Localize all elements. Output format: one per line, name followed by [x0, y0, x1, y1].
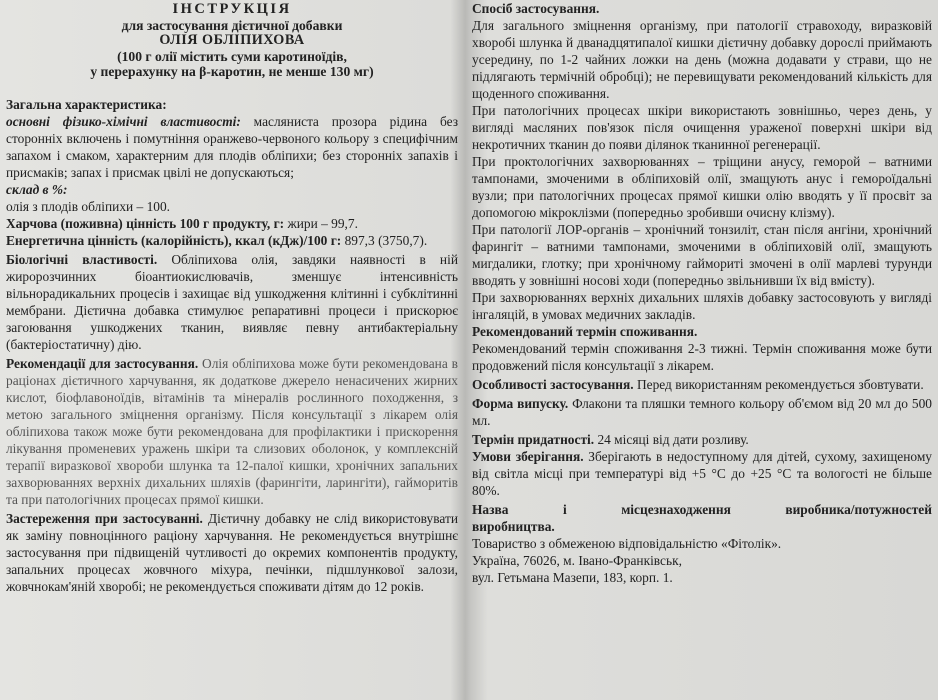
caution-text: Дієтичну добавку не слід використовувати як заміну повноцінного раціону харчування. Не рекомендується внутрішнє застосування при підвищеній чутливості до окремих компонентів продукту, запальних процесах жовчного міхура, печінки, підшлункової залози, жовчнокам'яній хворобі; не рекомендується споживати дітям до 12 років. — [6, 510, 458, 594]
method-paragraph-2: При патологічних процесах шкіри використають зовнішньо, через день, у вигляді масляних пов'язок після очищення ураженої поверхні шкіри від некротичних тканин до появи ділянок тканинної регенерації. — [472, 103, 932, 152]
left-column — [6, 0, 458, 700]
composition-label: склад в %: — [6, 181, 68, 197]
energy-paragraph — [6, 232, 458, 249]
manufacturer-heading-word: і — [562, 502, 567, 517]
form-label: Форма випуску. — [472, 396, 569, 411]
method-paragraph-3: При проктологічних захворюваннях – тріщини анусу, геморой – ватними тампонами, змоченими в обліпиховій олії, змащують анус і гемороїдальні вузли; при патологічних процесах прямої кишки олію вводять у її просвіт за допомогою мікроклізми (попередньо зробивши очисну клізму). — [472, 154, 932, 220]
method-paragraph-5: При захворюваннях верхніх дихальних шляхів добавку застосовують у вигляді інгаляцій, в умовах медичних закладів. — [472, 290, 932, 322]
method-paragraph-4: При патології ЛОР-органів – хронічний тонзиліт, стан після ангіни, хронічний фарингіт – ватними тампонами, змоченими в обліпиховій олії, змащують мигдалики, глотку; при хронічному гаймориті змочені в олії марлеві турунди вводять у зовнішні носові ходи (попередньо звільнивши їх від вмісту). — [472, 222, 932, 288]
bio-text: Обліпихова олія, завдяки наявності в ній жиророзчинних біоантиокислювачів, зменшує інтенсивність вільнорадикальних процесів і захищає від ушкодження клітинні і субклітинні мембрани. Дієтична добавка стимулює репаративні процеси і прискорює загоювання ушкоджених тканин, виявляє певну антибактеріальну (бактеріостатичну) дію. — [6, 251, 458, 352]
recommend-text: Олія обліпихова може бути рекомендована в раціонах дієтичного харчування, як додаткове джерело ненасичених жирних кислот, біофлавоноїдів, вітамінів та мінералів рослинного походження, з метою загального зміцнення організму. Після консультації з лікарем олія обліпихова також може бути рекомендована для профілактики і прискорення лікування променевих уражень шкіри та слизових оболонок, у комплексній терапії виразкової хвороби шлунка та 12-палої кишки, хронічних запальних захворюваннях верхніх дихальних шляхів (фарингіти, ларингіти), гайморитів та при патологічних процесах прямої кишки. — [6, 355, 458, 507]
header-note-line1: (100 г олії містить суми каротиноїдів, — [117, 48, 347, 64]
document-header — [6, 2, 458, 80]
bio-paragraph — [6, 251, 458, 353]
form-paragraph — [472, 395, 932, 429]
shelf-life-paragraph — [472, 431, 932, 448]
manufacturer-heading-word: місцезнаходження — [621, 502, 731, 517]
manufacturer-address-1: Україна, 76026, м. Івано-Франківськ, — [472, 553, 682, 568]
manufacturer-name: Товариство з обмеженою відповідальністю «Фітолік». — [472, 536, 782, 551]
storage-text: Зберігають в недоступному для дітей, сухому, захищеному від світла місці при температурі від +5 °С до +25 °С та вологості не більше 80%. — [472, 449, 932, 498]
manufacturer-heading-line2: виробництва. — [472, 519, 555, 534]
right-column — [472, 0, 932, 700]
features-label: Особливості застосування. — [472, 377, 634, 392]
bio-label: Біологічні властивості. — [6, 251, 158, 267]
caution-label: Застереження при застосуванні. — [6, 510, 203, 526]
features-paragraph — [472, 376, 932, 393]
properties-label: основні фізико-хімічні властивості: — [6, 113, 241, 129]
storage-paragraph — [472, 448, 932, 499]
term-text: Рекомендований термін споживання 2-3 тижні. Термін споживання може бути продовжений після консультації з лікарем. — [472, 341, 932, 373]
energy-text: 897,3 (3750,7). — [341, 232, 428, 248]
term-heading: Рекомендований термін споживання. — [472, 324, 698, 339]
nutrition-label: Харчова (поживна) цінність 100 г продукту, г: — [6, 215, 285, 231]
general-heading: Загальна характеристика: — [6, 96, 167, 112]
nutrition-text: жири – 99,7. — [284, 215, 358, 231]
recommend-paragraph — [6, 355, 458, 508]
shelf-life-text: 24 місяці від дати розливу. — [594, 432, 749, 447]
manufacturer-heading-word: Назва — [472, 502, 509, 517]
header-subtitle: для застосування дієтичної добавки — [121, 17, 343, 33]
caution-paragraph — [6, 510, 458, 595]
manufacturer-heading-word: виробника/потужностей — [785, 502, 932, 517]
form-text: Флакони та пляшки темного кольору об'ємом від 20 мл до 500 мл. — [472, 396, 932, 428]
composition-text: олія з плодів обліпихи – 100. — [6, 198, 171, 214]
storage-label: Умови зберігання. — [472, 449, 584, 464]
manufacturer-heading — [472, 501, 932, 518]
method-paragraph-1: Для загального зміцнення організму, при патології стравоходу, виразковій хворобі шлунка й дванадцятипалої кишки дієтичну добавку дорослі приймають усередину, по 1-2 чайних ложки на день (можна додавати у страви, що не підлягають термічній обробці); не перевищувати рекомендований кількість для щоденного споживання. — [472, 18, 932, 101]
manufacturer-address-2: вул. Гетьмана Мазепи, 183, корп. 1. — [472, 570, 673, 585]
document-title: ІНСТРУКЦІЯ — [172, 1, 292, 17]
product-name: ОЛІЯ ОБЛІПИХОВА — [159, 32, 305, 48]
nutrition-paragraph — [6, 215, 458, 232]
energy-label: Енергетична цінність (калорійність), ккал (кДж)/100 г: — [6, 232, 342, 248]
recommend-label: Рекомендації для застосування. — [6, 355, 199, 371]
method-heading: Спосіб застосування. — [472, 1, 600, 16]
header-note-line2: у перерахунку на β-каротин, не менше 130 мг) — [90, 64, 374, 79]
properties-text: маслянистa прозора рідина без сторонніх включень і помутніння оранжево-червоного кольору з специфічним запахом і смаком, характерним для плодів обліпихи; без сторонніх запахів і присмаків; запах і присмак цвілі не допускаються; — [6, 113, 458, 180]
shelf-life-label: Термін придатності. — [472, 432, 595, 447]
properties-paragraph — [6, 113, 458, 181]
features-text: Перед використанням рекомендується збовтувати. — [633, 377, 924, 392]
